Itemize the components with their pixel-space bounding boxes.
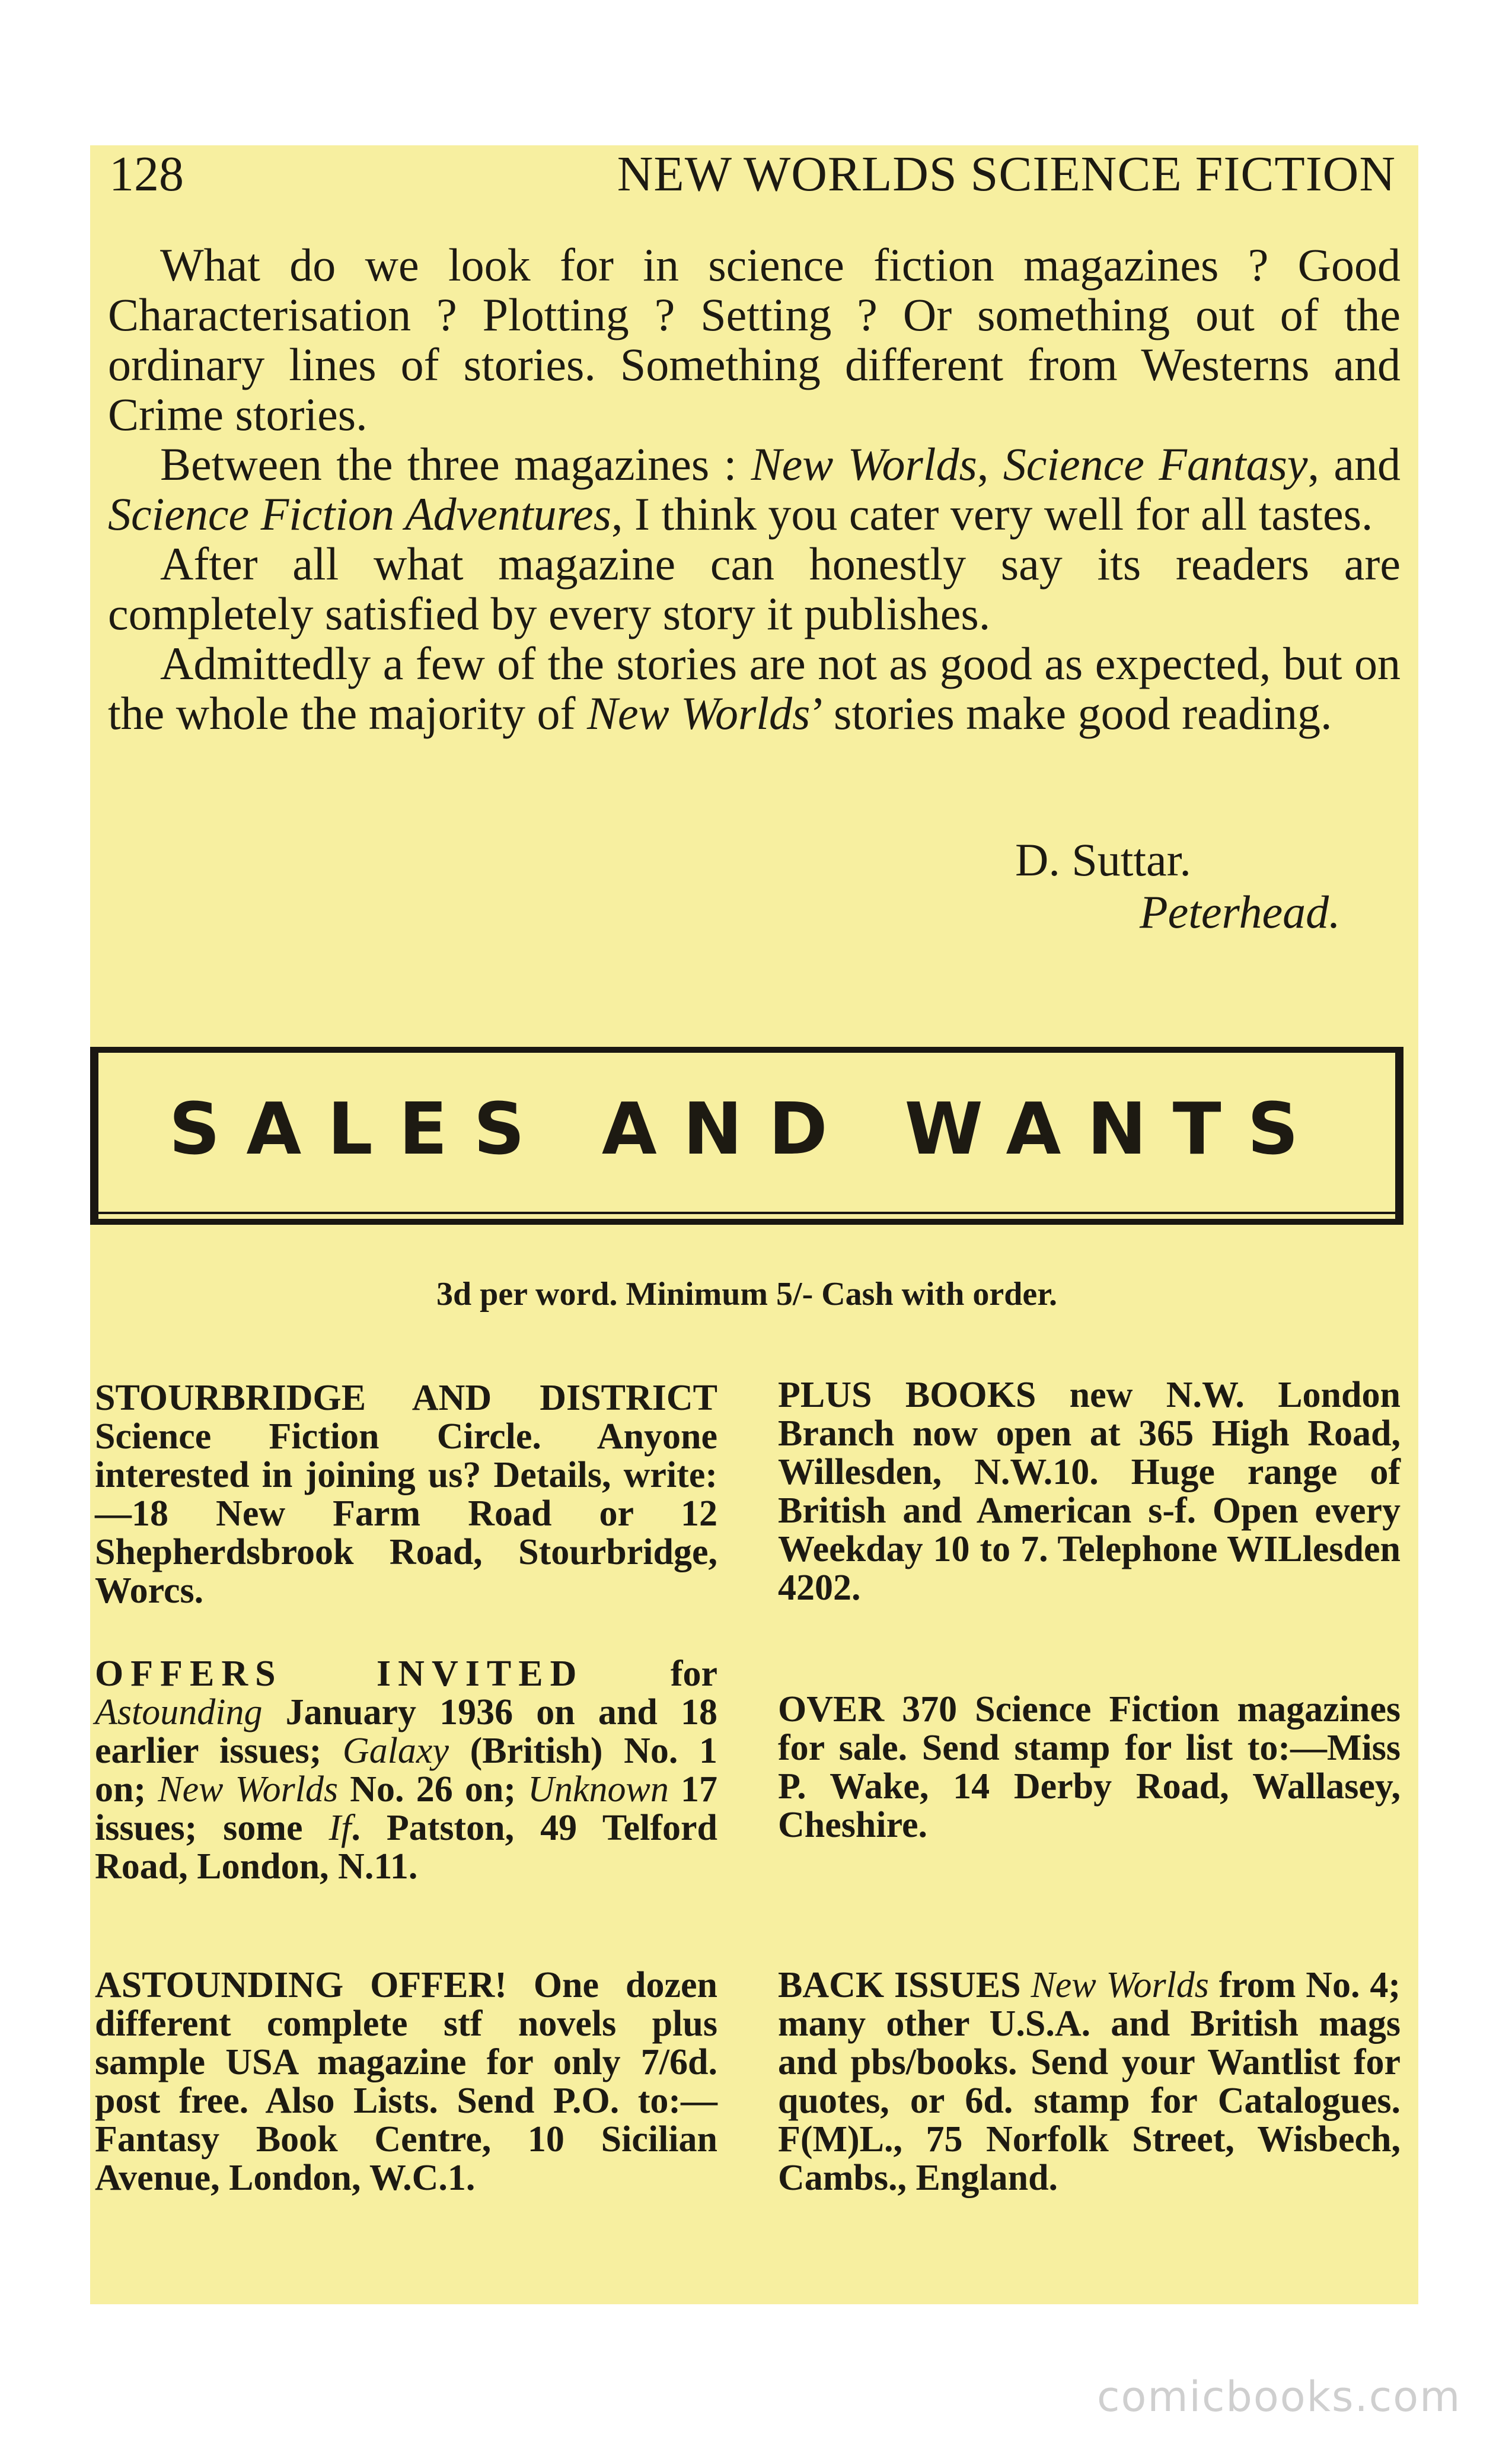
classified-ad-stourbridge: STOURBRIDGE AND DISTRICT Science Fiction Circle. Anyone interested in joining us? Details, write:—18 New Farm Road or 12 Shepherdsbrook Road, Stourbridge, Worcs.: [95, 1378, 717, 1611]
classified-ad-offers: OFFERS INVITED for Astounding January 1936 on and 18 earlier issues; Galaxy (British) No. 1 on; New Worlds No. 26 on; Unknown 17 issues; some If. Patston, 49 Telford Road, London, N.11.: [95, 1654, 717, 1887]
letter-paragraph: What do we look for in science fiction magazines ? Good Characterisation ? Plotting ? Setting ? Or something out of the ordinary lines of stories. Something different from Westerns and Crime stories.: [108, 239, 1401, 440]
section-title: SALES AND WANTS: [168, 1088, 1325, 1171]
classified-ad-back-issues: BACK ISSUES New Worlds from No. 4; many other U.S.A. and British mags and pbs/books. Send your Wantlist for quotes, or 6d. stamp for Catalogues. F(M)L., 75 Norfolk Street, Wisbech, Cambs., England.: [778, 1965, 1401, 2198]
ad-rates: 3d per word. Minimum 5/- Cash with order.: [436, 1276, 1057, 1313]
magazine-page: [90, 145, 1418, 2304]
page-number: 128: [109, 146, 184, 202]
watermark: comicbooks.com: [1097, 2372, 1462, 2421]
reader-letter: [108, 240, 1401, 738]
letter-paragraph: After all what magazine can honestly say its readers are completely satisfied by every story it publishes.: [108, 538, 1401, 639]
sales-banner: [90, 1047, 1403, 1225]
banner-rule: [90, 1047, 1403, 1053]
banner-rule: [90, 1219, 1403, 1225]
banner-rule: [90, 1212, 1403, 1214]
classified-ad-astounding: ASTOUNDING OFFER! One dozen different complete stf novels plus sample USA magazine for only 7/6d. post free. Also Lists. Send P.O. to:—Fantasy Book Centre, 10 Sicilian Avenue, London, W.C.1.: [95, 1965, 717, 2198]
letter-paragraph: Admittedly a few of the stories are not as good as expected, but on the whole the majority of New Worlds’ stories make good reading.: [108, 638, 1401, 739]
signature-place: Peterhead.: [1140, 886, 1341, 938]
page-header: [109, 145, 1396, 211]
classified-ad-plus-books: PLUS BOOKS new N.W. London Branch now open at 365 High Road, Willesden, N.W.10. Huge range of British and American s-f. Open every Weekday 10 to 7. Telephone WILlesden 4202.: [778, 1375, 1401, 1608]
letter-paragraph: Between the three magazines : New Worlds, Science Fantasy, and Science Fiction Adventures, I think you cater very well for all tastes.: [108, 438, 1401, 540]
running-head: NEW WORLDS SCIENCE FICTION: [617, 146, 1396, 202]
classified-ad-over-370: OVER 370 Science Fiction magazines for sale. Send stamp for list to:—Miss P. Wake, 14 Derby Road, Wallasey, Cheshire.: [778, 1689, 1401, 1845]
signature-name: D. Suttar.: [1015, 834, 1191, 886]
